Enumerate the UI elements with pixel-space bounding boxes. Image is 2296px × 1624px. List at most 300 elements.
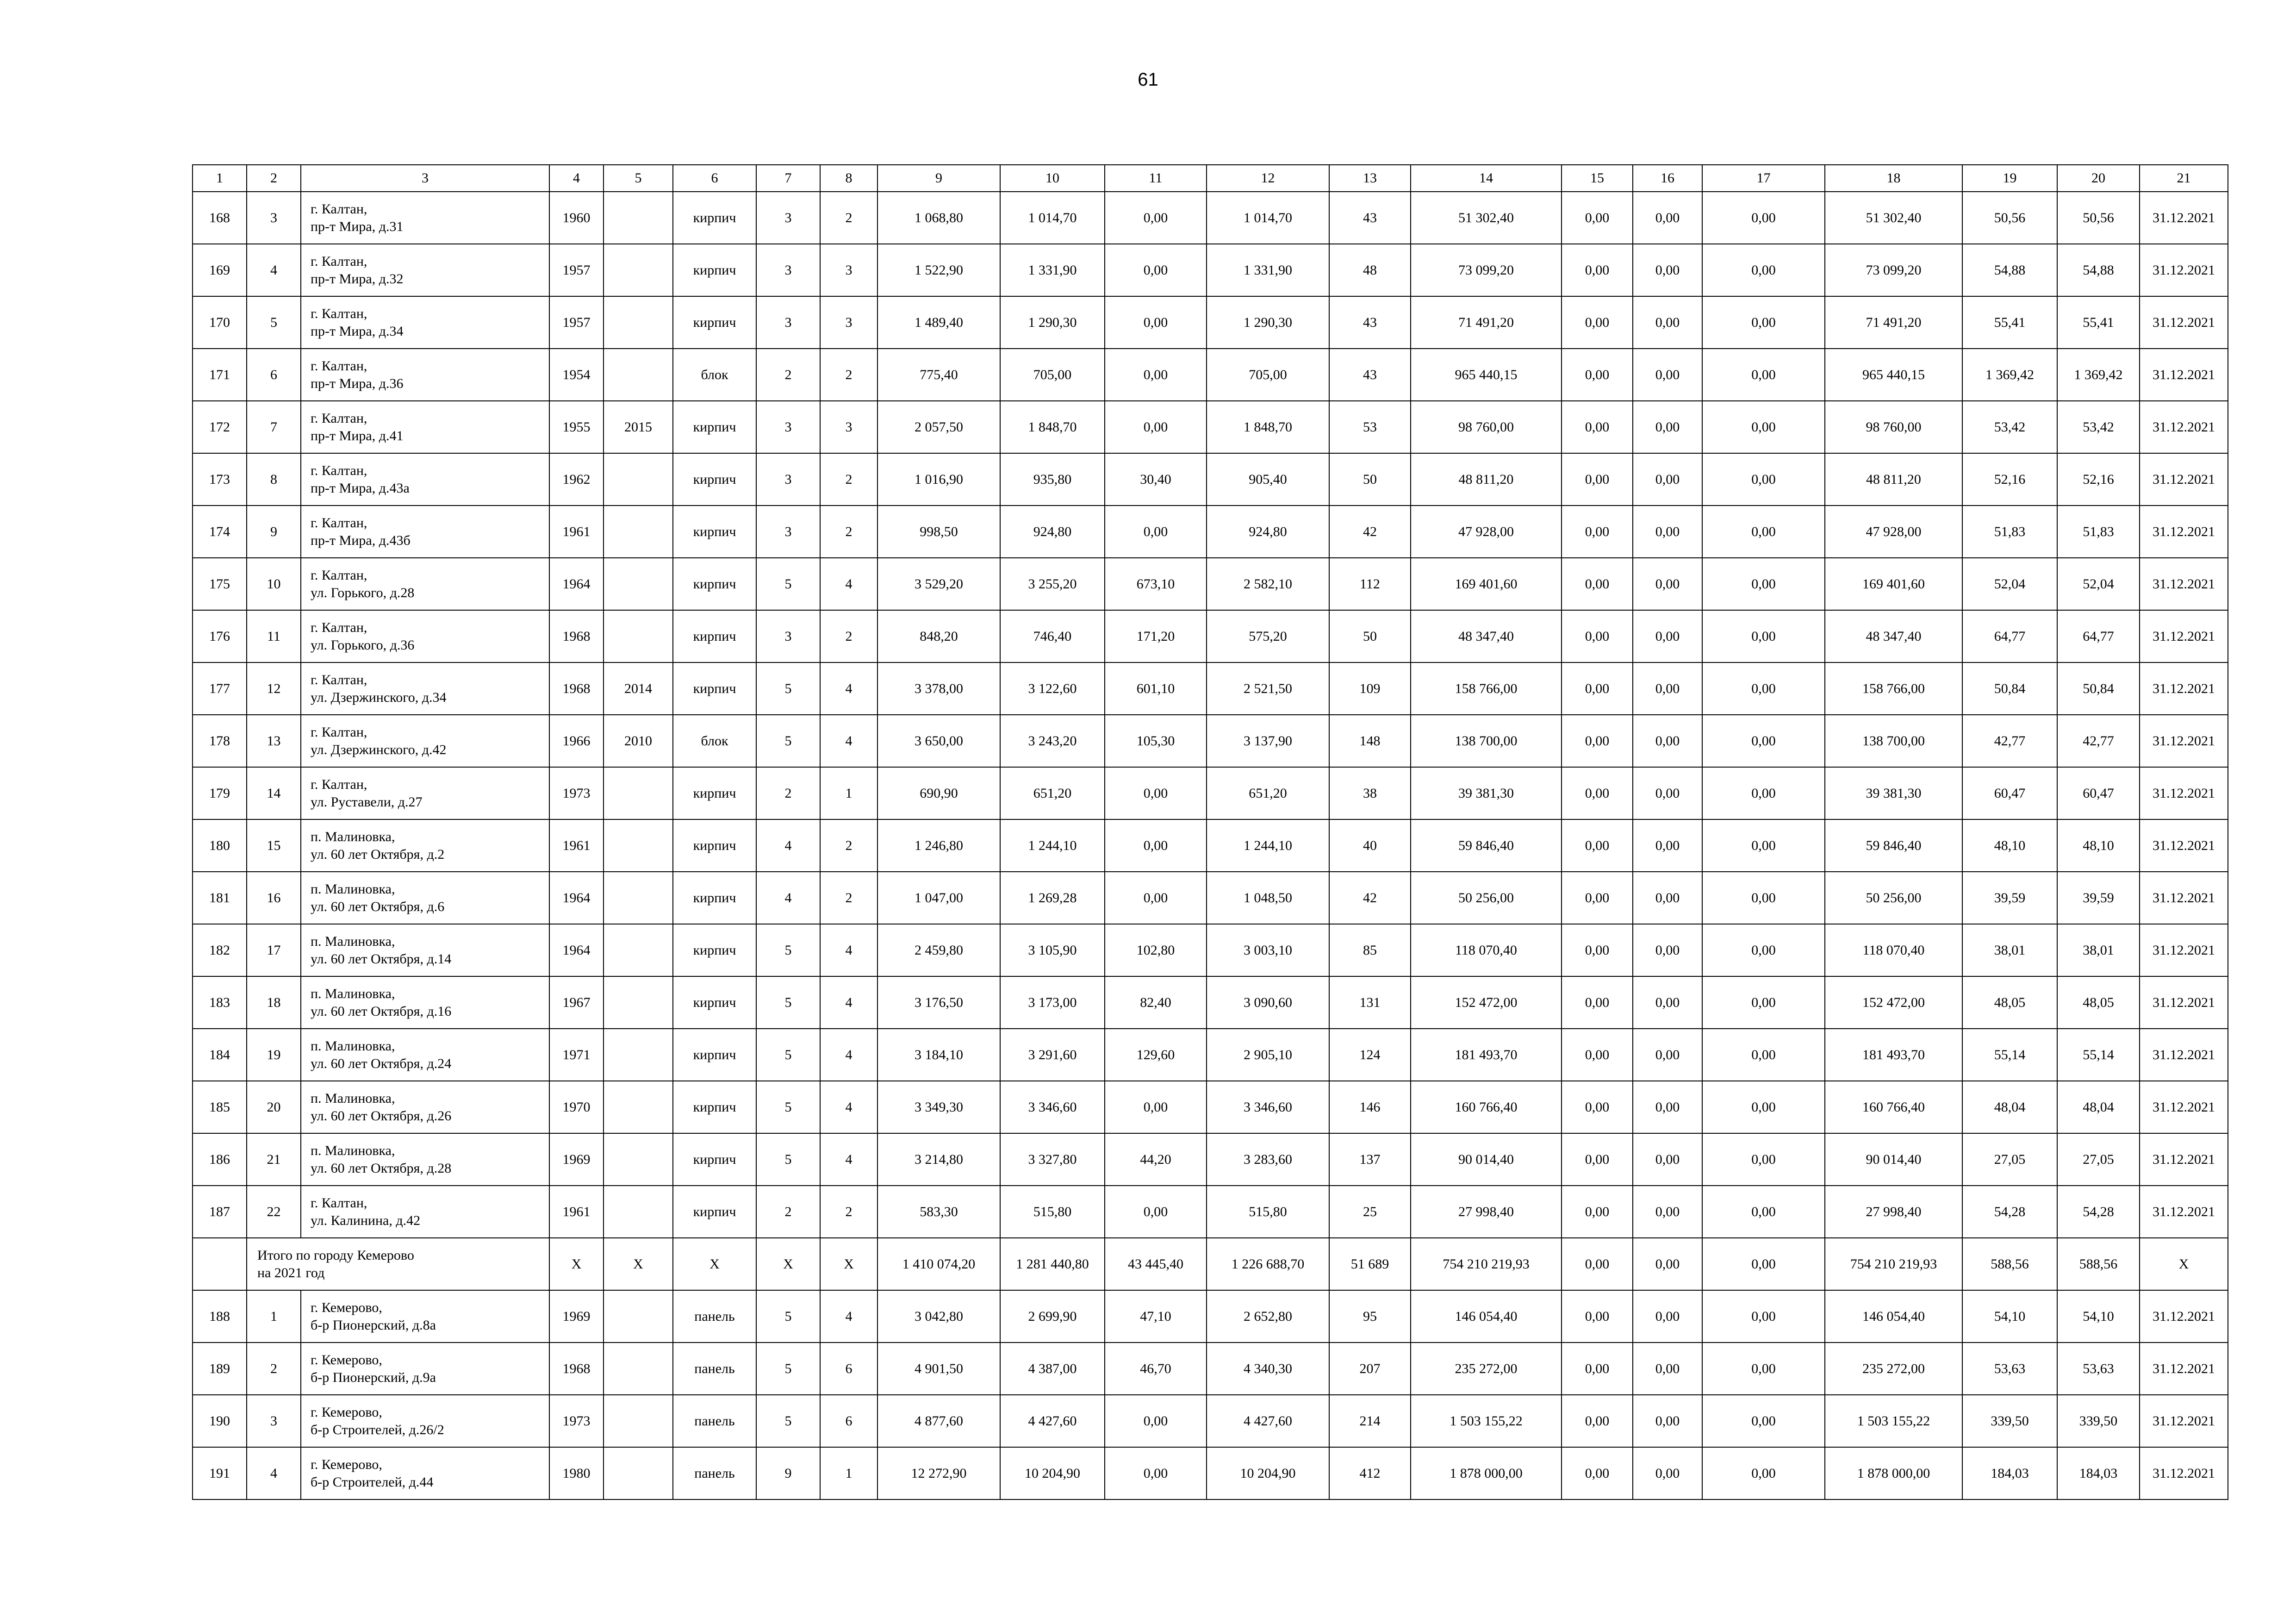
table-cell-col-4: 1964 bbox=[549, 872, 604, 924]
table-cell-col-9: 4 901,50 bbox=[877, 1343, 1000, 1395]
table-cell-col-7: 4 bbox=[756, 819, 820, 872]
table-cell-col-18: 51 302,40 bbox=[1825, 192, 1962, 244]
address-cell bbox=[301, 767, 549, 819]
table-cell-col-2: 1 bbox=[247, 1290, 301, 1343]
table-cell-col-15: 0,00 bbox=[1562, 662, 1633, 715]
table-cell-col-2: 4 bbox=[247, 1447, 301, 1499]
table-cell-col-8: 1 bbox=[820, 767, 877, 819]
table-cell-col-20: 53,63 bbox=[2057, 1343, 2140, 1395]
table-cell-col-9: 3 650,00 bbox=[877, 715, 1000, 767]
table-cell-col-14: 73 099,20 bbox=[1411, 244, 1562, 296]
column-header-18: 18 bbox=[1825, 165, 1962, 192]
table-cell-col-4: 1964 bbox=[549, 558, 604, 610]
table-cell-col-12: 3 090,60 bbox=[1207, 976, 1329, 1029]
address-cell bbox=[301, 558, 549, 610]
table-cell-col-21: 31.12.2021 bbox=[2140, 976, 2228, 1029]
table-cell-col-1: 177 bbox=[193, 662, 247, 715]
table-cell-col-16: 0,00 bbox=[1633, 1290, 1702, 1343]
address-line: б-р Пионерский, д.8а bbox=[311, 1317, 436, 1333]
table-cell-col-2: 5 bbox=[247, 296, 301, 349]
table-cell-col-7: 3 bbox=[756, 610, 820, 662]
table-cell-col-5 bbox=[604, 349, 673, 401]
table-cell-col-6: кирпич bbox=[673, 1186, 756, 1238]
table-cell-col-20: 54,10 bbox=[2057, 1290, 2140, 1343]
table-cell-col-21: 31.12.2021 bbox=[2140, 610, 2228, 662]
table-cell-col-7: 3 bbox=[756, 401, 820, 453]
table-cell-col-15: 0,00 bbox=[1562, 349, 1633, 401]
table-cell-col-11: 0,00 bbox=[1105, 1447, 1207, 1499]
table-cell-col-16: 0,00 bbox=[1633, 1133, 1702, 1186]
address-line: г. Калтан, bbox=[311, 672, 367, 687]
table-row bbox=[193, 1029, 2228, 1081]
table-cell-col-9: 3 042,80 bbox=[877, 1290, 1000, 1343]
table-cell-col-14: 48 347,40 bbox=[1411, 610, 1562, 662]
table-cell-col-18: 160 766,40 bbox=[1825, 1081, 1962, 1133]
table-cell-col-8: 4 bbox=[820, 715, 877, 767]
table-cell-col-21: 31.12.2021 bbox=[2140, 715, 2228, 767]
table-cell-col-4: 1980 bbox=[549, 1447, 604, 1499]
table-cell-col-10: 1 848,70 bbox=[1000, 401, 1105, 453]
table-row bbox=[193, 662, 2228, 715]
column-header-4: 4 bbox=[549, 165, 604, 192]
table-cell-col-11: 171,20 bbox=[1105, 610, 1207, 662]
table-cell-col-20: 52,16 bbox=[2057, 453, 2140, 506]
table-cell-col-7: 5 bbox=[756, 1029, 820, 1081]
table-cell-col-14: 965 440,15 bbox=[1411, 349, 1562, 401]
table-cell-col-13: 131 bbox=[1329, 976, 1411, 1029]
table-cell-col-7: 4 bbox=[756, 872, 820, 924]
table-cell-col-18: 1 503 155,22 bbox=[1825, 1395, 1962, 1447]
total-value-col-15: 0,00 bbox=[1562, 1238, 1633, 1290]
address-line: г. Калтан, bbox=[311, 619, 367, 635]
address-line: пр-т Мира, д.32 bbox=[311, 271, 404, 287]
table-cell-col-17: 0,00 bbox=[1702, 1447, 1825, 1499]
table-cell-col-9: 2 459,80 bbox=[877, 924, 1000, 976]
table-cell-col-15: 0,00 bbox=[1562, 244, 1633, 296]
column-header-13: 13 bbox=[1329, 165, 1411, 192]
table-cell-col-9: 1 016,90 bbox=[877, 453, 1000, 506]
table-cell-col-18: 48 347,40 bbox=[1825, 610, 1962, 662]
table-cell-col-2: 9 bbox=[247, 506, 301, 558]
table-cell-col-16: 0,00 bbox=[1633, 715, 1702, 767]
table-cell-col-21: 31.12.2021 bbox=[2140, 506, 2228, 558]
table-cell-col-2: 14 bbox=[247, 767, 301, 819]
column-header-16: 16 bbox=[1633, 165, 1702, 192]
table-cell-col-14: 50 256,00 bbox=[1411, 872, 1562, 924]
table-cell-col-13: 43 bbox=[1329, 296, 1411, 349]
table-cell-col-4: 1971 bbox=[549, 1029, 604, 1081]
table-cell-col-14: 27 998,40 bbox=[1411, 1186, 1562, 1238]
table-cell-col-7: 5 bbox=[756, 1395, 820, 1447]
table-cell-col-19: 54,10 bbox=[1962, 1290, 2057, 1343]
table-cell-col-10: 746,40 bbox=[1000, 610, 1105, 662]
table-cell-col-1: 169 bbox=[193, 244, 247, 296]
address-line: г. Калтан, bbox=[311, 253, 367, 269]
table-cell-col-7: 5 bbox=[756, 976, 820, 1029]
table-cell-col-5 bbox=[604, 506, 673, 558]
table-cell-col-2: 21 bbox=[247, 1133, 301, 1186]
table-cell-col-19: 42,77 bbox=[1962, 715, 2057, 767]
address-cell bbox=[301, 1133, 549, 1186]
table-cell-col-16: 0,00 bbox=[1633, 872, 1702, 924]
table-cell-col-8: 4 bbox=[820, 1290, 877, 1343]
table-cell-col-16: 0,00 bbox=[1633, 453, 1702, 506]
table-cell-col-5 bbox=[604, 924, 673, 976]
table-cell-col-6: блок bbox=[673, 715, 756, 767]
table-cell-col-11: 47,10 bbox=[1105, 1290, 1207, 1343]
table-cell-col-18: 169 401,60 bbox=[1825, 558, 1962, 610]
table-cell-col-15: 0,00 bbox=[1562, 1133, 1633, 1186]
table-cell-col-11: 46,70 bbox=[1105, 1343, 1207, 1395]
address-cell bbox=[301, 924, 549, 976]
table-cell-col-2: 4 bbox=[247, 244, 301, 296]
table-cell-col-16: 0,00 bbox=[1633, 349, 1702, 401]
table-cell-col-21: 31.12.2021 bbox=[2140, 296, 2228, 349]
table-cell-col-5 bbox=[604, 767, 673, 819]
table-cell-col-14: 39 381,30 bbox=[1411, 767, 1562, 819]
table-cell-col-2: 15 bbox=[247, 819, 301, 872]
table-cell-col-4: 1961 bbox=[549, 506, 604, 558]
table-cell-col-4: 1970 bbox=[549, 1081, 604, 1133]
table-cell-col-13: 412 bbox=[1329, 1447, 1411, 1499]
table-cell-col-19: 54,28 bbox=[1962, 1186, 2057, 1238]
address-line: г. Калтан, bbox=[311, 567, 367, 583]
table-cell-col-12: 1 048,50 bbox=[1207, 872, 1329, 924]
table-cell-col-10: 1 014,70 bbox=[1000, 192, 1105, 244]
table-cell-col-9: 1 489,40 bbox=[877, 296, 1000, 349]
table-row bbox=[193, 610, 2228, 662]
table-cell-col-5: 2010 bbox=[604, 715, 673, 767]
table-cell-col-19: 50,84 bbox=[1962, 662, 2057, 715]
table-cell-col-12: 1 014,70 bbox=[1207, 192, 1329, 244]
table-cell-col-14: 138 700,00 bbox=[1411, 715, 1562, 767]
table-cell-col-1: 179 bbox=[193, 767, 247, 819]
table-cell-col-9: 690,90 bbox=[877, 767, 1000, 819]
table-cell-col-15: 0,00 bbox=[1562, 506, 1633, 558]
table-cell-col-17: 0,00 bbox=[1702, 1133, 1825, 1186]
table-cell-col-12: 924,80 bbox=[1207, 506, 1329, 558]
address-line: ул. 60 лет Октября, д.28 bbox=[311, 1160, 452, 1176]
table-cell-col-10: 3 122,60 bbox=[1000, 662, 1105, 715]
table-cell-col-12: 3 137,90 bbox=[1207, 715, 1329, 767]
table-cell-col-15: 0,00 bbox=[1562, 872, 1633, 924]
table-cell-col-13: 38 bbox=[1329, 767, 1411, 819]
table-cell-col-8: 3 bbox=[820, 244, 877, 296]
table-cell-col-4: 1968 bbox=[549, 662, 604, 715]
table-cell-col-8: 3 bbox=[820, 401, 877, 453]
table-cell-col-1: 178 bbox=[193, 715, 247, 767]
address-cell bbox=[301, 1447, 549, 1499]
table-cell-col-21: 31.12.2021 bbox=[2140, 244, 2228, 296]
address-cell bbox=[301, 1290, 549, 1343]
address-line: б-р Пионерский, д.9а bbox=[311, 1369, 436, 1385]
table-cell-col-9: 3 214,80 bbox=[877, 1133, 1000, 1186]
table-cell-col-2: 13 bbox=[247, 715, 301, 767]
address-line: ул. Горького, д.36 bbox=[311, 637, 415, 653]
table-cell-col-21: 31.12.2021 bbox=[2140, 401, 2228, 453]
table-cell-col-12: 4 340,30 bbox=[1207, 1343, 1329, 1395]
table-cell-col-19: 48,04 bbox=[1962, 1081, 2057, 1133]
table-cell-col-5: 2014 bbox=[604, 662, 673, 715]
table-cell-col-11: 0,00 bbox=[1105, 506, 1207, 558]
table-cell-col-4: 1969 bbox=[549, 1133, 604, 1186]
address-line: п. Малиновка, bbox=[311, 829, 395, 844]
table-cell-col-1: 190 bbox=[193, 1395, 247, 1447]
column-header-3: 3 bbox=[301, 165, 549, 192]
table-cell-col-9: 775,40 bbox=[877, 349, 1000, 401]
table-cell-col-15: 0,00 bbox=[1562, 610, 1633, 662]
table-cell-col-11: 601,10 bbox=[1105, 662, 1207, 715]
table-cell-col-6: кирпич bbox=[673, 819, 756, 872]
table-cell-col-8: 2 bbox=[820, 506, 877, 558]
address-cell bbox=[301, 296, 549, 349]
table-cell-col-4: 1954 bbox=[549, 349, 604, 401]
address-line: ул. Горького, д.28 bbox=[311, 585, 415, 600]
table-cell-col-18: 965 440,15 bbox=[1825, 349, 1962, 401]
table-cell-col-9: 848,20 bbox=[877, 610, 1000, 662]
address-line: г. Кемерово, bbox=[311, 1404, 382, 1420]
table-cell-col-4: 1969 bbox=[549, 1290, 604, 1343]
table-cell-col-8: 4 bbox=[820, 1133, 877, 1186]
address-cell bbox=[301, 244, 549, 296]
table-cell-col-5 bbox=[604, 1395, 673, 1447]
table-cell-col-12: 10 204,90 bbox=[1207, 1447, 1329, 1499]
table-cell-col-20: 52,04 bbox=[2057, 558, 2140, 610]
address-cell bbox=[301, 1029, 549, 1081]
address-cell bbox=[301, 1186, 549, 1238]
column-header-21: 21 bbox=[2140, 165, 2228, 192]
table-cell-col-4: 1960 bbox=[549, 192, 604, 244]
total-value-col-9: 1 410 074,20 bbox=[877, 1238, 1000, 1290]
table-cell-col-12: 651,20 bbox=[1207, 767, 1329, 819]
table-cell-col-18: 181 493,70 bbox=[1825, 1029, 1962, 1081]
table-cell-col-18: 1 878 000,00 bbox=[1825, 1447, 1962, 1499]
table-cell-col-9: 1 047,00 bbox=[877, 872, 1000, 924]
table-cell-col-20: 60,47 bbox=[2057, 767, 2140, 819]
table-cell-col-5 bbox=[604, 1186, 673, 1238]
table-cell-col-13: 124 bbox=[1329, 1029, 1411, 1081]
table-cell-col-11: 0,00 bbox=[1105, 1081, 1207, 1133]
table-cell-col-17: 0,00 bbox=[1702, 244, 1825, 296]
table-cell-col-8: 4 bbox=[820, 976, 877, 1029]
address-cell bbox=[301, 976, 549, 1029]
column-header-2: 2 bbox=[247, 165, 301, 192]
table-cell-col-11: 105,30 bbox=[1105, 715, 1207, 767]
table-cell-col-2: 12 bbox=[247, 662, 301, 715]
table-cell-col-16: 0,00 bbox=[1633, 924, 1702, 976]
address-line: п. Малиновка, bbox=[311, 1038, 395, 1054]
table-cell-col-21: 31.12.2021 bbox=[2140, 819, 2228, 872]
table-cell-col-5 bbox=[604, 1081, 673, 1133]
table-cell-col-7: 5 bbox=[756, 1133, 820, 1186]
table-cell-col-4: 1968 bbox=[549, 1343, 604, 1395]
table-cell-col-20: 64,77 bbox=[2057, 610, 2140, 662]
total-value-col-13: 51 689 bbox=[1329, 1238, 1411, 1290]
table-cell-col-5 bbox=[604, 453, 673, 506]
table-cell-col-18: 152 472,00 bbox=[1825, 976, 1962, 1029]
table-cell-col-19: 50,56 bbox=[1962, 192, 2057, 244]
table-cell-col-15: 0,00 bbox=[1562, 401, 1633, 453]
table-cell-col-14: 235 272,00 bbox=[1411, 1343, 1562, 1395]
table-cell-col-17: 0,00 bbox=[1702, 872, 1825, 924]
table-cell-col-9: 3 378,00 bbox=[877, 662, 1000, 715]
table-cell-col-8: 2 bbox=[820, 872, 877, 924]
table-cell-col-18: 158 766,00 bbox=[1825, 662, 1962, 715]
table-cell-col-8: 6 bbox=[820, 1343, 877, 1395]
address-line: пр-т Мира, д.43а bbox=[311, 480, 410, 496]
table-cell-col-14: 90 014,40 bbox=[1411, 1133, 1562, 1186]
table-cell-col-14: 158 766,00 bbox=[1411, 662, 1562, 715]
table-cell-col-12: 575,20 bbox=[1207, 610, 1329, 662]
address-cell bbox=[301, 715, 549, 767]
table-cell-col-12: 3 283,60 bbox=[1207, 1133, 1329, 1186]
table-cell-col-15: 0,00 bbox=[1562, 1290, 1633, 1343]
table-cell-col-1: 181 bbox=[193, 872, 247, 924]
table-cell-col-6: кирпич bbox=[673, 610, 756, 662]
table-cell-col-13: 109 bbox=[1329, 662, 1411, 715]
table-cell-col-17: 0,00 bbox=[1702, 558, 1825, 610]
table-cell-col-2: 6 bbox=[247, 349, 301, 401]
column-header-9: 9 bbox=[877, 165, 1000, 192]
table-cell-col-18: 90 014,40 bbox=[1825, 1133, 1962, 1186]
table-cell-col-8: 2 bbox=[820, 1186, 877, 1238]
table-row bbox=[193, 1081, 2228, 1133]
table-row bbox=[193, 296, 2228, 349]
column-header-20: 20 bbox=[2057, 165, 2140, 192]
table-cell-col-13: 40 bbox=[1329, 819, 1411, 872]
table-cell-col-12: 3 003,10 bbox=[1207, 924, 1329, 976]
table-cell-col-20: 55,41 bbox=[2057, 296, 2140, 349]
table-cell-col-17: 0,00 bbox=[1702, 767, 1825, 819]
table-cell-col-5: 2015 bbox=[604, 401, 673, 453]
table-cell-col-9: 1 522,90 bbox=[877, 244, 1000, 296]
table-cell-col-11: 0,00 bbox=[1105, 872, 1207, 924]
table-cell-col-17: 0,00 bbox=[1702, 610, 1825, 662]
total-value-col-21: X bbox=[2140, 1238, 2228, 1290]
table-cell-col-7: 5 bbox=[756, 715, 820, 767]
table-cell-col-19: 184,03 bbox=[1962, 1447, 2057, 1499]
table-cell-col-5 bbox=[604, 1029, 673, 1081]
table-cell-col-17: 0,00 bbox=[1702, 976, 1825, 1029]
table-cell-col-7: 3 bbox=[756, 296, 820, 349]
table-cell-col-10: 3 291,60 bbox=[1000, 1029, 1105, 1081]
table-cell-col-6: кирпич bbox=[673, 976, 756, 1029]
table-cell-col-9: 4 877,60 bbox=[877, 1395, 1000, 1447]
address-line: п. Малиновка, bbox=[311, 986, 395, 1001]
address-line: ул. Руставели, д.27 bbox=[311, 794, 423, 810]
table-cell-col-15: 0,00 bbox=[1562, 976, 1633, 1029]
table-cell-col-12: 3 346,60 bbox=[1207, 1081, 1329, 1133]
table-cell-col-16: 0,00 bbox=[1633, 662, 1702, 715]
table-cell-col-8: 4 bbox=[820, 558, 877, 610]
table-cell-col-8: 4 bbox=[820, 924, 877, 976]
table-cell-col-5 bbox=[604, 1343, 673, 1395]
table-cell-col-11: 0,00 bbox=[1105, 244, 1207, 296]
address-cell bbox=[301, 872, 549, 924]
table-cell-col-12: 2 521,50 bbox=[1207, 662, 1329, 715]
table-cell-col-11: 102,80 bbox=[1105, 924, 1207, 976]
table-cell-col-2: 2 bbox=[247, 1343, 301, 1395]
table-row bbox=[193, 1290, 2228, 1343]
address-cell bbox=[301, 401, 549, 453]
table-cell-col-19: 64,77 bbox=[1962, 610, 2057, 662]
table-cell-col-17: 0,00 bbox=[1702, 924, 1825, 976]
table-cell-col-12: 515,80 bbox=[1207, 1186, 1329, 1238]
table-cell-col-6: кирпич bbox=[673, 506, 756, 558]
table-cell-col-11: 0,00 bbox=[1105, 767, 1207, 819]
table-row bbox=[193, 1133, 2228, 1186]
table-cell-col-14: 48 811,20 bbox=[1411, 453, 1562, 506]
total-label-line: Итого по городу Кемерово bbox=[257, 1247, 414, 1263]
address-line: г. Калтан, bbox=[311, 462, 367, 478]
total-row-empty-cell bbox=[193, 1238, 247, 1290]
table-cell-col-10: 1 290,30 bbox=[1000, 296, 1105, 349]
table-cell-col-17: 0,00 bbox=[1702, 1081, 1825, 1133]
table-cell-col-18: 27 998,40 bbox=[1825, 1186, 1962, 1238]
table-cell-col-16: 0,00 bbox=[1633, 244, 1702, 296]
address-line: п. Малиновка, bbox=[311, 1143, 395, 1158]
table-row bbox=[193, 558, 2228, 610]
table-cell-col-15: 0,00 bbox=[1562, 1447, 1633, 1499]
table-cell-col-14: 59 846,40 bbox=[1411, 819, 1562, 872]
table-cell-col-1: 189 bbox=[193, 1343, 247, 1395]
table-cell-col-16: 0,00 bbox=[1633, 976, 1702, 1029]
address-line: ул. 60 лет Октября, д.14 bbox=[311, 951, 452, 967]
table-cell-col-6: блок bbox=[673, 349, 756, 401]
total-value-col-12: 1 226 688,70 bbox=[1207, 1238, 1329, 1290]
table-cell-col-12: 1 290,30 bbox=[1207, 296, 1329, 349]
table-cell-col-21: 31.12.2021 bbox=[2140, 1290, 2228, 1343]
table-cell-col-11: 0,00 bbox=[1105, 1186, 1207, 1238]
address-line: пр-т Мира, д.34 bbox=[311, 323, 404, 339]
table-cell-col-1: 176 bbox=[193, 610, 247, 662]
address-line: г. Калтан, bbox=[311, 201, 367, 217]
table-cell-col-16: 0,00 bbox=[1633, 767, 1702, 819]
table-cell-col-19: 52,04 bbox=[1962, 558, 2057, 610]
table-cell-col-13: 148 bbox=[1329, 715, 1411, 767]
column-header-1: 1 bbox=[193, 165, 247, 192]
address-line: г. Калтан, bbox=[311, 358, 367, 374]
table-cell-col-16: 0,00 bbox=[1633, 1081, 1702, 1133]
table-row bbox=[193, 1447, 2228, 1499]
table-row bbox=[193, 872, 2228, 924]
table-cell-col-9: 12 272,90 bbox=[877, 1447, 1000, 1499]
table-cell-col-2: 7 bbox=[247, 401, 301, 453]
table-cell-col-9: 3 349,30 bbox=[877, 1081, 1000, 1133]
table-cell-col-6: панель bbox=[673, 1447, 756, 1499]
table-cell-col-18: 48 811,20 bbox=[1825, 453, 1962, 506]
table-cell-col-13: 146 bbox=[1329, 1081, 1411, 1133]
table-cell-col-19: 1 369,42 bbox=[1962, 349, 2057, 401]
table-cell-col-1: 182 bbox=[193, 924, 247, 976]
table-cell-col-4: 1967 bbox=[549, 976, 604, 1029]
column-header-6: 6 bbox=[673, 165, 756, 192]
total-label-cell bbox=[247, 1238, 549, 1290]
table-cell-col-20: 27,05 bbox=[2057, 1133, 2140, 1186]
table-cell-col-19: 55,41 bbox=[1962, 296, 2057, 349]
table-cell-col-4: 1957 bbox=[549, 244, 604, 296]
table-cell-col-10: 4 427,60 bbox=[1000, 1395, 1105, 1447]
table-cell-col-16: 0,00 bbox=[1633, 1395, 1702, 1447]
table-cell-col-18: 39 381,30 bbox=[1825, 767, 1962, 819]
address-line: г. Калтан, bbox=[311, 1195, 367, 1211]
table-cell-col-21: 31.12.2021 bbox=[2140, 1343, 2228, 1395]
table-cell-col-1: 191 bbox=[193, 1447, 247, 1499]
table-cell-col-19: 48,05 bbox=[1962, 976, 2057, 1029]
column-header-15: 15 bbox=[1562, 165, 1633, 192]
column-header-19: 19 bbox=[1962, 165, 2057, 192]
table-cell-col-6: кирпич bbox=[673, 453, 756, 506]
